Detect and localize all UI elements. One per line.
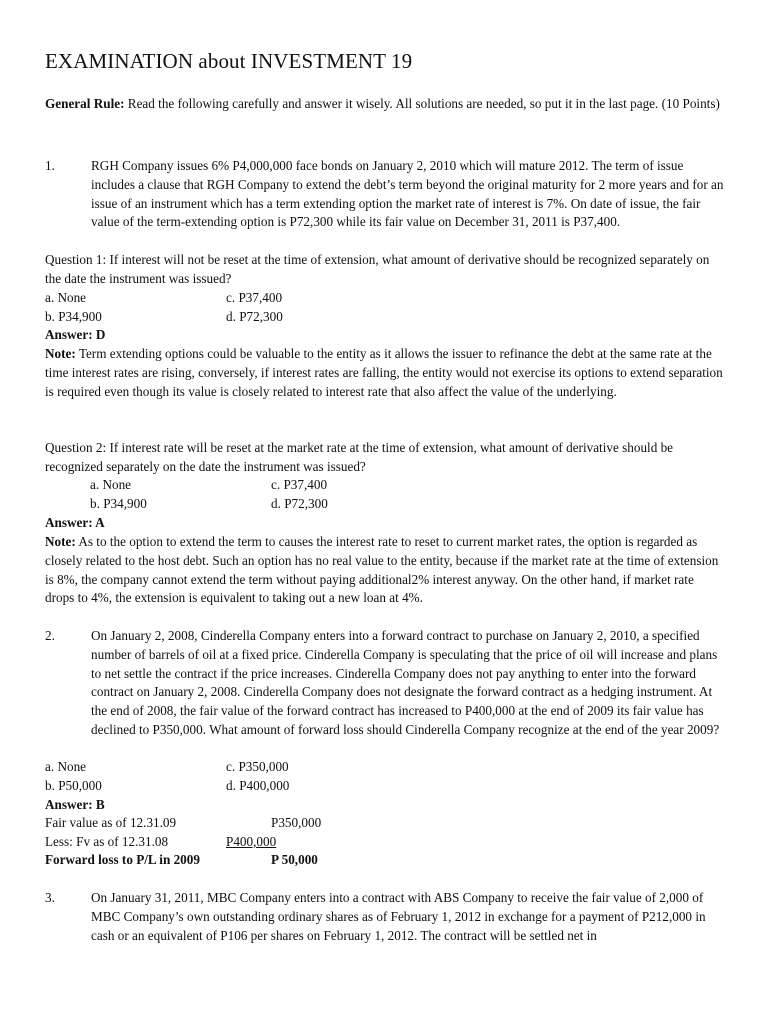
item-text: On January 31, 2011, MBC Company enters into a contract with ABS Company to receive the fair value of 2,000 of MBC Company’s own outstanding ordinary shares as of February 1, 2012 in exchange for a payment of P212,000 in cash or an equivalent of P106 per shares on February 1, 2012. The contract will be settled net in — [91, 890, 706, 943]
page-title: EXAMINATION about INVESTMENT 19 — [45, 49, 413, 73]
question-1-text: Question 1: If interest will not be reset at the time of extension, what amount of derivative should be recognized separately on the date the instrument was issued? — [45, 252, 710, 286]
solution-total-value: P 50,000 — [271, 852, 318, 867]
solution-row-1-value: P350,000 — [271, 815, 322, 830]
q1-option-b: b. P34,900 — [45, 309, 102, 324]
q2-option-b: b. P34,900 — [90, 496, 147, 511]
q1-note — [45, 345, 723, 401]
q2-note — [45, 533, 723, 608]
solution-row-1-label: Fair value as of 12.31.09 — [45, 815, 177, 830]
item-text: On January 2, 2008, Cinderella Company enters into a forward contract to purchase on January 2, 2010, a specified number of barrels of oil at a fixed price. Cinderella Company is speculating that the price of oil will increase and plans to net settle the contract if the price increases. Cinderella Company does not pay anything to enter into the forward contract on January 2, 2008. Cinderella Company does not designate the forward contract as a hedging instrument. At the end of 2008, the fair value of the forward contract has increased to P400,000 at the end of 2009 its fair value has declined to P350,000. What amount of forward loss should Cinderella Company recognize at the end of the year 2009? — [91, 628, 720, 737]
note-label: Note: — [45, 534, 76, 549]
q3-option-a: a. None — [45, 759, 87, 774]
q1-answer: Answer: D — [45, 327, 106, 342]
note-text: Term extending options could be valuable to the entity as it allows the issuer to refinance the debt at the same rate at the time interest rates are rising, conversely, if interest rates are falling, the entity would not exercise its options to extend separation is required even though its value is closely related to interest rate that also affect the value of the underlying. — [45, 346, 723, 399]
q3-answer: Answer: B — [45, 797, 105, 812]
note-text: As to the option to extend the term to causes the interest rate to reset to current market rates, the option is regarded as closely related to the host debt. Such an option has no real value to the entity, because if the market rate at the time of extension is 8%, the company cannot extend the term without paying additional2% interest anyway. On the other hand, if market rate drops to 4%, the extension is equivalent to taking out a new loan at 4%. — [45, 534, 719, 606]
general-rule-text: Read the following carefully and answer it wisely. All solutions are needed, so put it in the last page. (10 Points) — [124, 96, 720, 111]
q2-option-d: d. P72,300 — [271, 496, 328, 511]
item-text: RGH Company issues 6% P4,000,000 face bonds on January 2, 2010 which will mature 2012. The term of issue includes a clause that RGH Company to extend the debt’s term beyond the original maturity for 2 more years and for an issue of an instrument which has a term extending option the market rate of interest is 7%. On date of issue, the fair value of the term-extending option is P72,300 while its fair value on December 31, 2011 is P37,400. — [91, 158, 724, 230]
q1-option-d: d. P72,300 — [226, 309, 283, 324]
item-number: 3. — [45, 890, 55, 905]
q3-option-c: c. P350,000 — [226, 759, 289, 774]
solution-total-label: Forward loss to P/L in 2009 — [45, 852, 200, 867]
q2-answer: Answer: A — [45, 515, 105, 530]
solution-row-2-value: P400,000 — [226, 834, 277, 849]
general-rule-label: General Rule: — [45, 96, 125, 111]
q1-option-c: c. P37,400 — [226, 290, 283, 305]
general-rule — [45, 95, 723, 114]
q3-option-b: b. P50,000 — [45, 778, 102, 793]
solution-row-2-label: Less: Fv as of 12.31.08 — [45, 834, 169, 849]
question-2-text: Question 2: If interest rate will be reset at the market rate at the time of extension, what amount of derivative should be recognized separately on the date the instrument was issued? — [45, 440, 674, 474]
q2-option-c: c. P37,400 — [271, 477, 328, 492]
item-number: 2. — [45, 628, 55, 643]
q3-option-d: d. P400,000 — [226, 778, 290, 793]
q2-option-a: a. None — [90, 477, 132, 492]
note-label: Note: — [45, 346, 76, 361]
q1-option-a: a. None — [45, 290, 87, 305]
item-number: 1. — [45, 158, 55, 173]
